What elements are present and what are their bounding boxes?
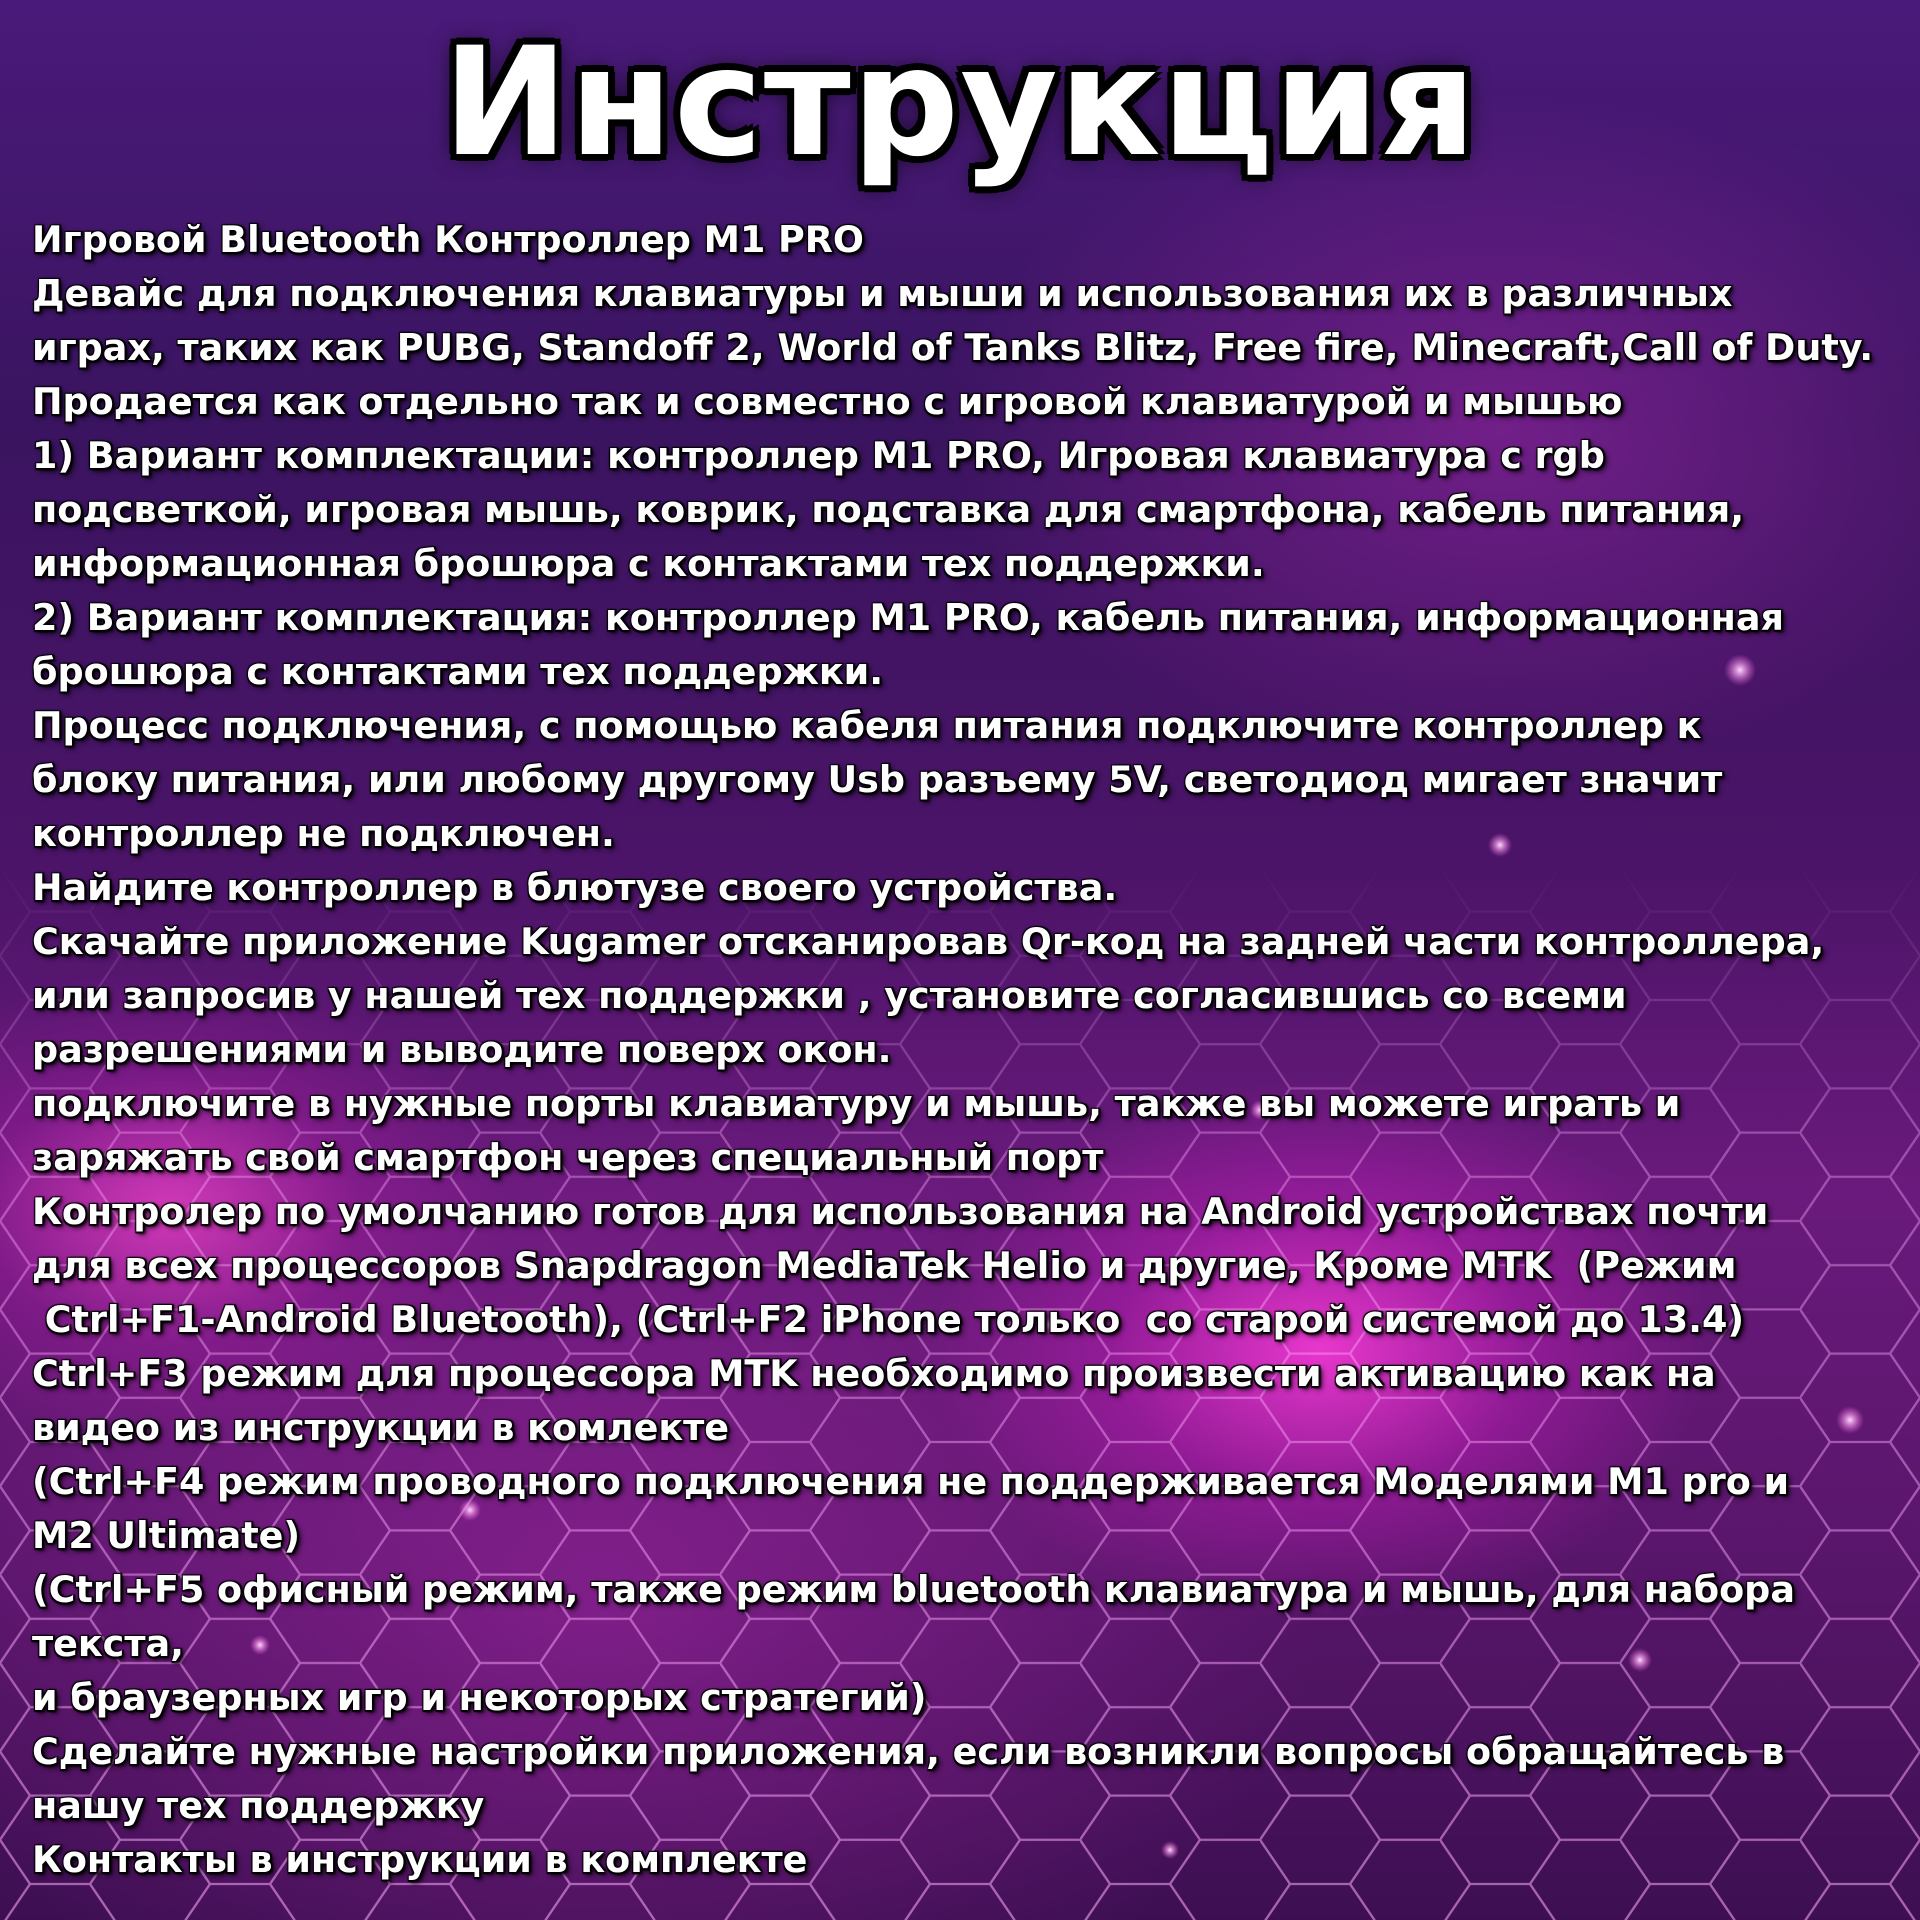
text-line: подсветкой, игровая мышь, коврик, подставка для смартфона, кабель питания,: [32, 488, 1745, 531]
text-line: для всех процессоров Snapdragon MediaTek Helio и другие, Кроме MTK (Режим: [32, 1244, 1737, 1287]
text-line: брошюра с контактами тех поддержки.: [32, 650, 884, 693]
text-line: Сделайте нужные настройки приложения, если возникли вопросы обращайтесь в: [32, 1730, 1785, 1773]
text-line: Контролер по умолчанию готов для использования на Android устройствах почти: [32, 1190, 1769, 1233]
text-line: Процесс подключения, с помощью кабеля питания подключите контроллер к: [32, 704, 1702, 747]
text-line: текста,: [32, 1622, 184, 1665]
text-line: или запросив у нашей тех поддержки , установите согласившись со всеми: [32, 974, 1627, 1017]
text-line: Ctrl+F1-Android Bluetooth), (Ctrl+F2 iPhone только со старой системой до 13.4): [32, 1298, 1745, 1341]
text-line: 1) Вариант комплектации: контроллер M1 PRO, Игровая клавиатура с rgb: [32, 434, 1605, 477]
text-line: 2) Вариант комплектация: контроллер M1 PRO, кабель питания, информационная: [32, 596, 1784, 639]
text-line: Контакты в инструкции в комплекте: [32, 1838, 808, 1881]
text-line: нашу тех поддержку: [32, 1784, 485, 1827]
text-line: заряжать свой смартфон через специальный порт: [32, 1136, 1104, 1179]
instruction-text: [32, 213, 1912, 1887]
text-line: Девайс для подключения клавиатуры и мыши и использования их в различных: [32, 272, 1733, 315]
text-line: контроллер не подключен.: [32, 812, 615, 855]
text-line: и браузерных игр и некоторых стратегий): [32, 1676, 927, 1719]
text-line: блоку питания, или любому другому Usb разъему 5V, светодиод мигает значит: [32, 758, 1723, 801]
text-line: (Ctrl+F4 режим проводного подключения не поддерживается Моделями M1 pro и: [32, 1460, 1790, 1503]
text-line: видео из инструкции в комлекте: [32, 1406, 730, 1449]
page-title: Инструкция: [442, 16, 1478, 190]
text-line: Найдите контроллер в блютузе своего устройства.: [32, 866, 1118, 909]
text-line: M2 Ultimate): [32, 1514, 301, 1557]
text-line: Скачайте приложение Kugamer отсканировав Qr-код на задней части контроллера,: [32, 920, 1825, 963]
text-line: играх, таких как PUBG, Standoff 2, World of Tanks Blitz, Free fire, Minecraft,Call of Duty.: [32, 326, 1874, 369]
text-line: разрешениями и выводите поверх окон.: [32, 1028, 892, 1071]
text-line: (Ctrl+F5 офисный режим, также режим bluetooth клавиатура и мышь, для набора: [32, 1568, 1795, 1611]
text-line: подключите в нужные порты клавиатуру и мышь, также вы можете играть и: [32, 1082, 1681, 1125]
text-line: Продается как отдельно так и совместно с игровой клавиатурой и мышью: [32, 380, 1623, 423]
text-line: Игровой Bluetooth Контроллер M1 PRO: [32, 218, 864, 261]
text-line: Ctrl+F3 режим для процессора MTK необходимо произвести активацию как на: [32, 1352, 1716, 1395]
text-line: информационная брошюра с контактами тех поддержки.: [32, 542, 1265, 585]
